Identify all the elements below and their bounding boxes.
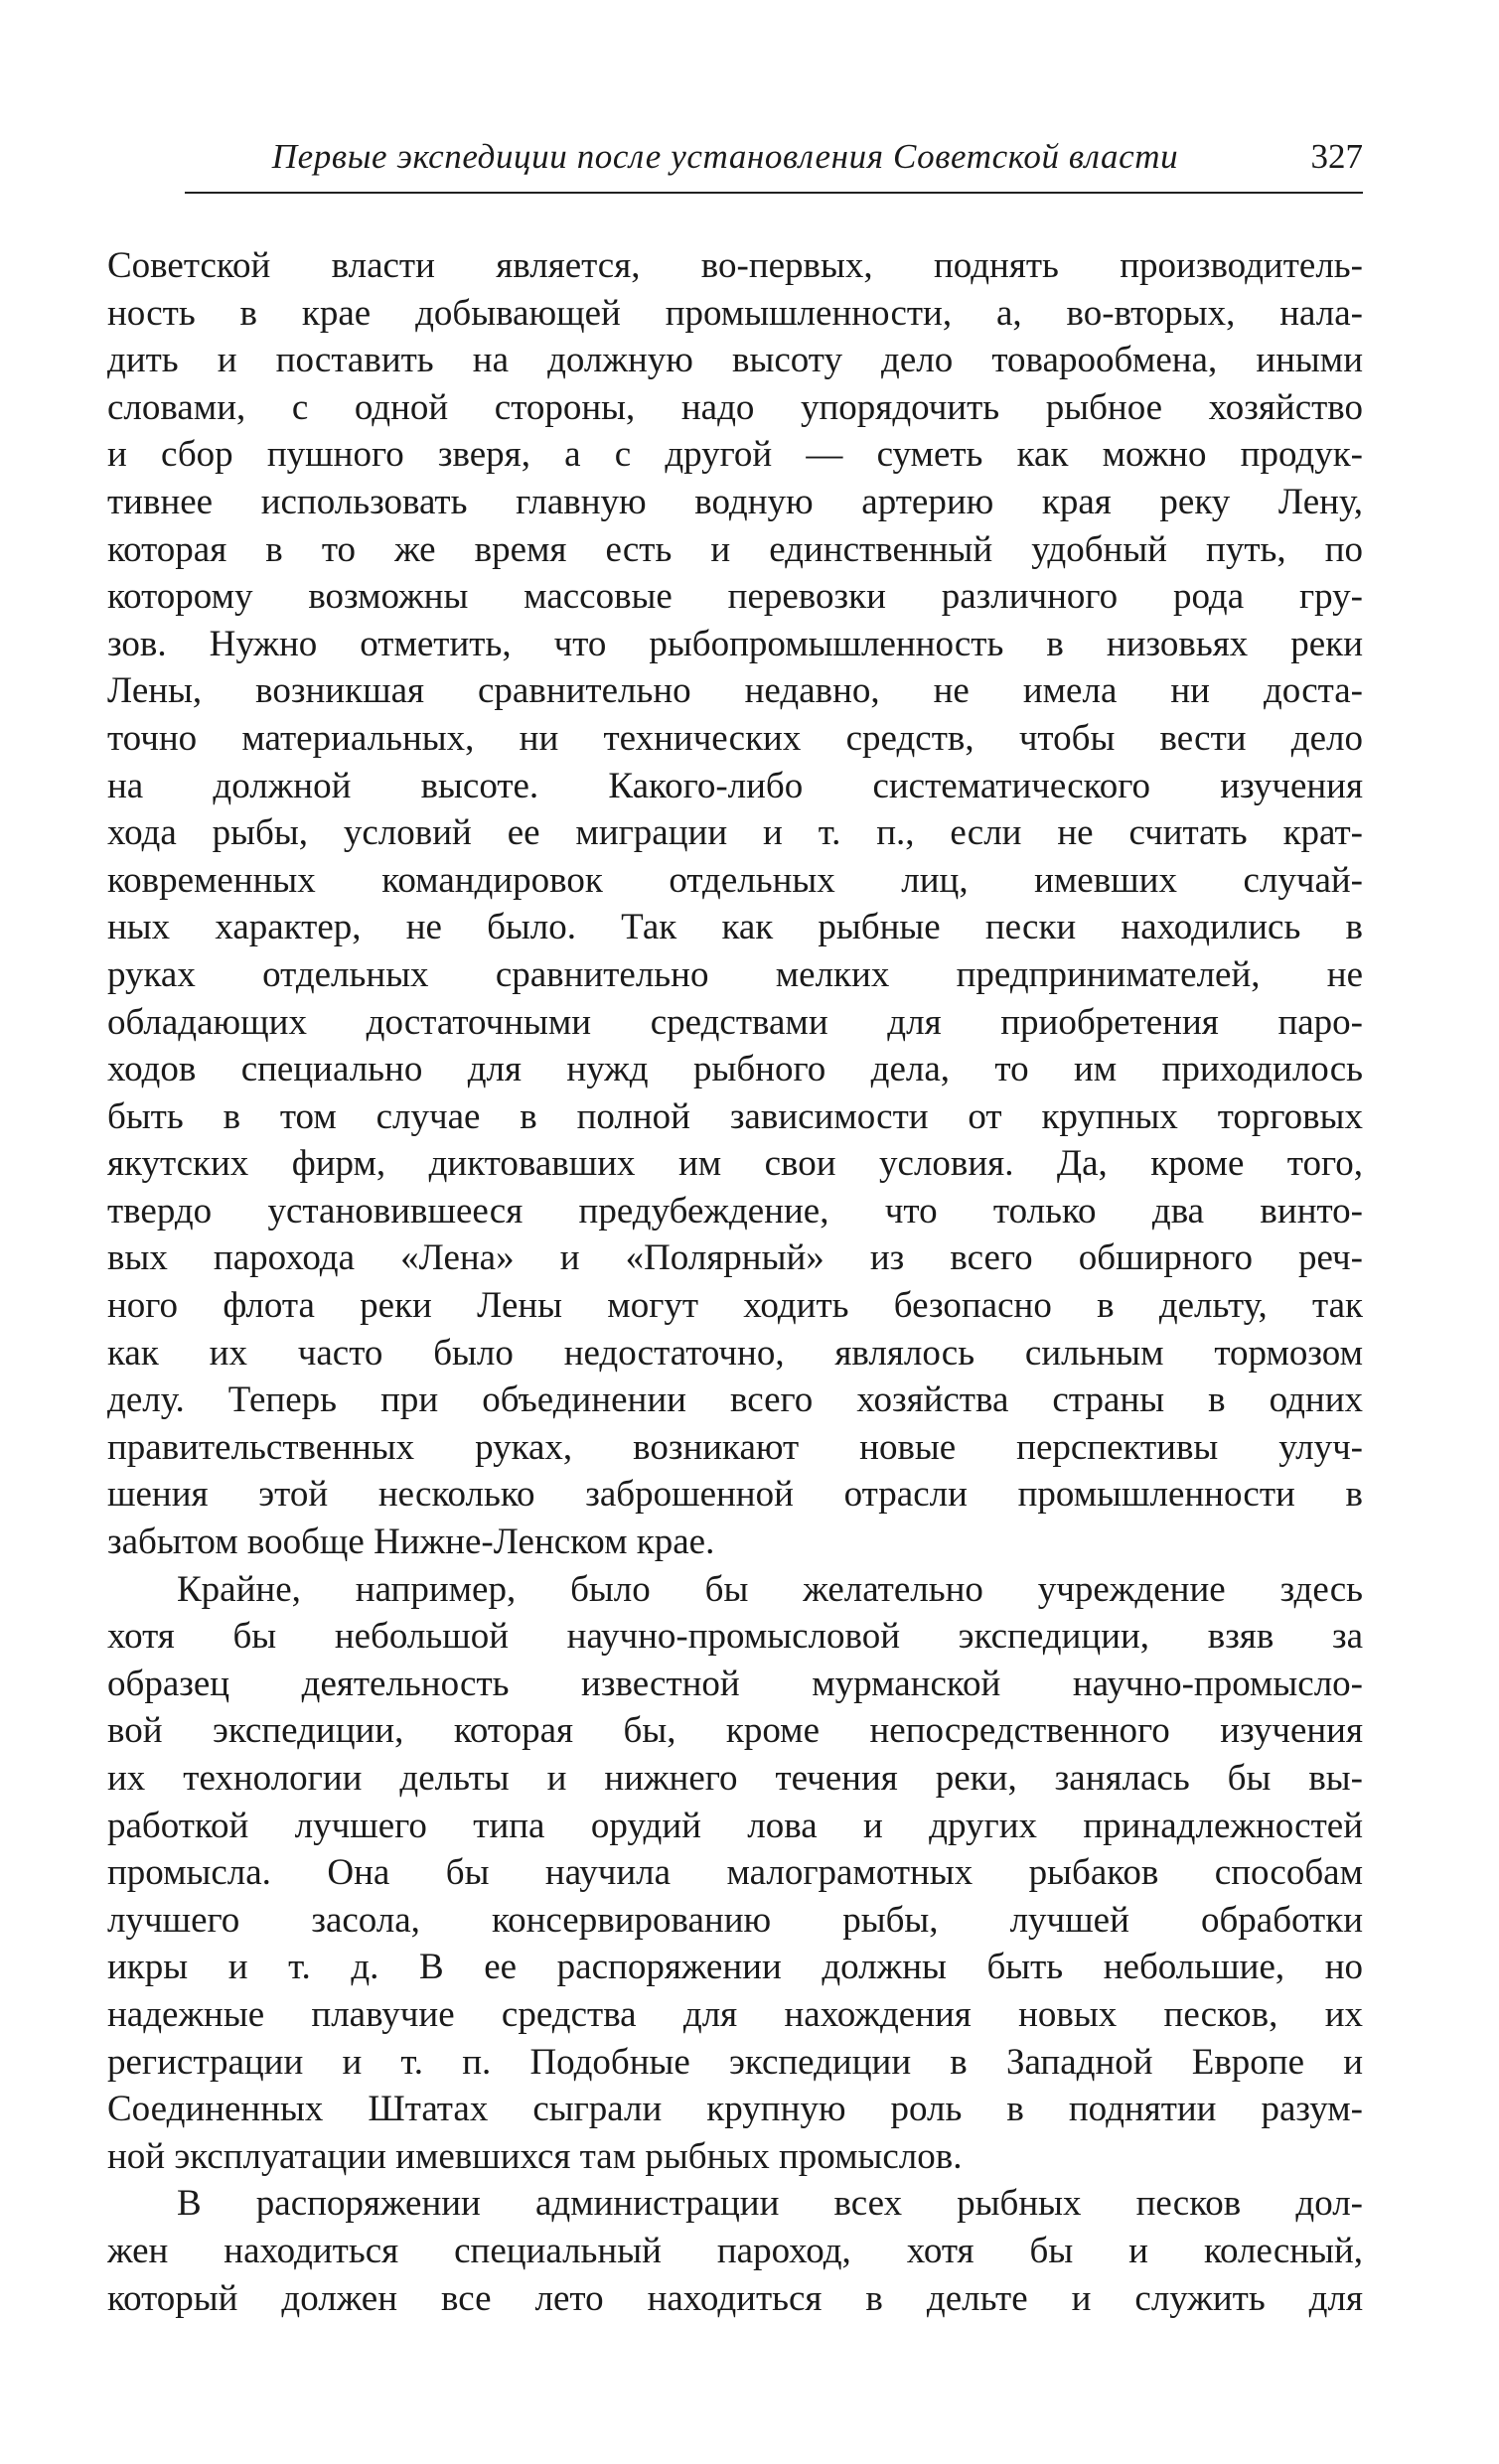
text-line: руках отдельных сравнительно мелких предпринимателей, не [107, 953, 1363, 995]
text-line: делу. Теперь при объединении всего хозяйства страны в одних [107, 1379, 1363, 1421]
text-line: ность в крае добывающей промышленности, а, во-вторых, нала- [107, 292, 1363, 334]
text-line: Крайне, например, было бы желательно учреждение здесь [177, 1568, 1363, 1610]
text-line: Лены, возникшая сравнительно недавно, не имела ни доста- [107, 670, 1363, 712]
header-rule [185, 192, 1363, 194]
text-line: обладающих достаточными средствами для приобретения паро- [107, 1001, 1363, 1043]
text-line: быть в том случае в полной зависимости от крупных торговых [107, 1095, 1363, 1137]
text-line: твердо установившееся предубеждение, что только два винто- [107, 1190, 1363, 1232]
running-title: Первые экспедиции после установления Советской власти [271, 137, 1179, 176]
page-number: 327 [1310, 137, 1363, 176]
text-line: который должен все лето находиться в дельте и служить для [107, 2277, 1363, 2319]
text-line: образец деятельность известной мурманской научно-промысло- [107, 1663, 1363, 1704]
text-line: Советской власти является, во-первых, поднять производитель- [107, 245, 1363, 286]
text-line: Соединенных Штатах сыграли крупную роль в поднятии разум- [107, 2089, 1363, 2130]
text-line: которая в то же время есть и единственный удобный путь, по [107, 528, 1363, 570]
text-line: правительственных руках, возникают новые перспективы улуч- [107, 1426, 1363, 1468]
text-line: точно материальных, ни технических средств, чтобы вести дело [107, 717, 1363, 759]
text-line: ходов специально для нужд рыбного дела, то им приходилось [107, 1049, 1363, 1090]
text-line: дить и поставить на должную высоту дело товарообмена, иными [107, 340, 1363, 381]
text-line: словами, с одной стороны, надо упорядочить рыбное хозяйство [107, 386, 1363, 428]
text-line: ного флота реки Лены могут ходить безопасно в дельту, так [107, 1285, 1363, 1327]
text-line: В распоряжении администрации всех рыбных песков дол- [177, 2183, 1363, 2225]
text-line: их технологии дельты и нижнего течения реки, занялась бы вы- [107, 1758, 1363, 1799]
text-line: которому возможны массовые перевозки различного рода гру- [107, 576, 1363, 618]
text-line: работкой лучшего типа орудий лова и других принадлежностей [107, 1805, 1363, 1846]
text-line: ных характер, не было. Так как рыбные пески находились в [107, 907, 1363, 948]
text-line: ковременных командировок отдельных лиц, имевших случай- [107, 859, 1363, 901]
text-line: лучшего засола, консервированию рыбы, лучшей обработки [107, 1899, 1363, 1941]
text-line: забытом вообще Нижне-Ленском крае. [107, 1522, 715, 1563]
text-line: якутских фирм, диктовавших им свои условия. Да, кроме того, [107, 1143, 1363, 1185]
paragraph-3 [107, 2180, 1363, 2322]
running-header [228, 137, 1363, 189]
text-line: тивнее использовать главную водную артерию края реку Лену, [107, 481, 1363, 522]
text-line: хода рыбы, условий ее миграции и т. п., если не считать крат- [107, 812, 1363, 854]
text-line: икры и т. д. В ее распоряжении должны быть небольшие, но [107, 1947, 1363, 1988]
text-line: жен находиться специальный пароход, хотя бы и колесный, [107, 2230, 1363, 2271]
text-line: хотя бы небольшой научно-промысловой экспедиции, взяв за [107, 1616, 1363, 1658]
text-line: шения этой несколько заброшенной отрасли промышленности в [107, 1474, 1363, 1516]
text-line: как их часто было недостаточно, являлось сильным тормозом [107, 1332, 1363, 1374]
paragraph-2 [107, 1566, 1363, 2181]
text-line: вых парохода «Лена» и «Полярный» из всего обширного реч- [107, 1237, 1363, 1279]
text-line: надежные плавучие средства для нахождения новых песков, их [107, 1993, 1363, 2035]
text-line: зов. Нужно отметить, что рыбопромышленность в низовьях реки [107, 623, 1363, 664]
text-line: на должной высоте. Какого-либо систематического изучения [107, 765, 1363, 806]
text-line: вой экспедиции, которая бы, кроме непосредственного изучения [107, 1710, 1363, 1752]
text-line: и сбор пушного зверя, а с другой — суметь как можно продук- [107, 434, 1363, 476]
text-line: регистрации и т. п. Подобные экспедиции в Западной Европе и [107, 2041, 1363, 2083]
paragraph-1 [107, 242, 1363, 1566]
text-line: промысла. Она бы научила малограмотных рыбаков способам [107, 1852, 1363, 1894]
text-line: ной эксплуатации имевшихся там рыбных промыслов. [107, 2135, 963, 2177]
body-text [107, 242, 1363, 2322]
